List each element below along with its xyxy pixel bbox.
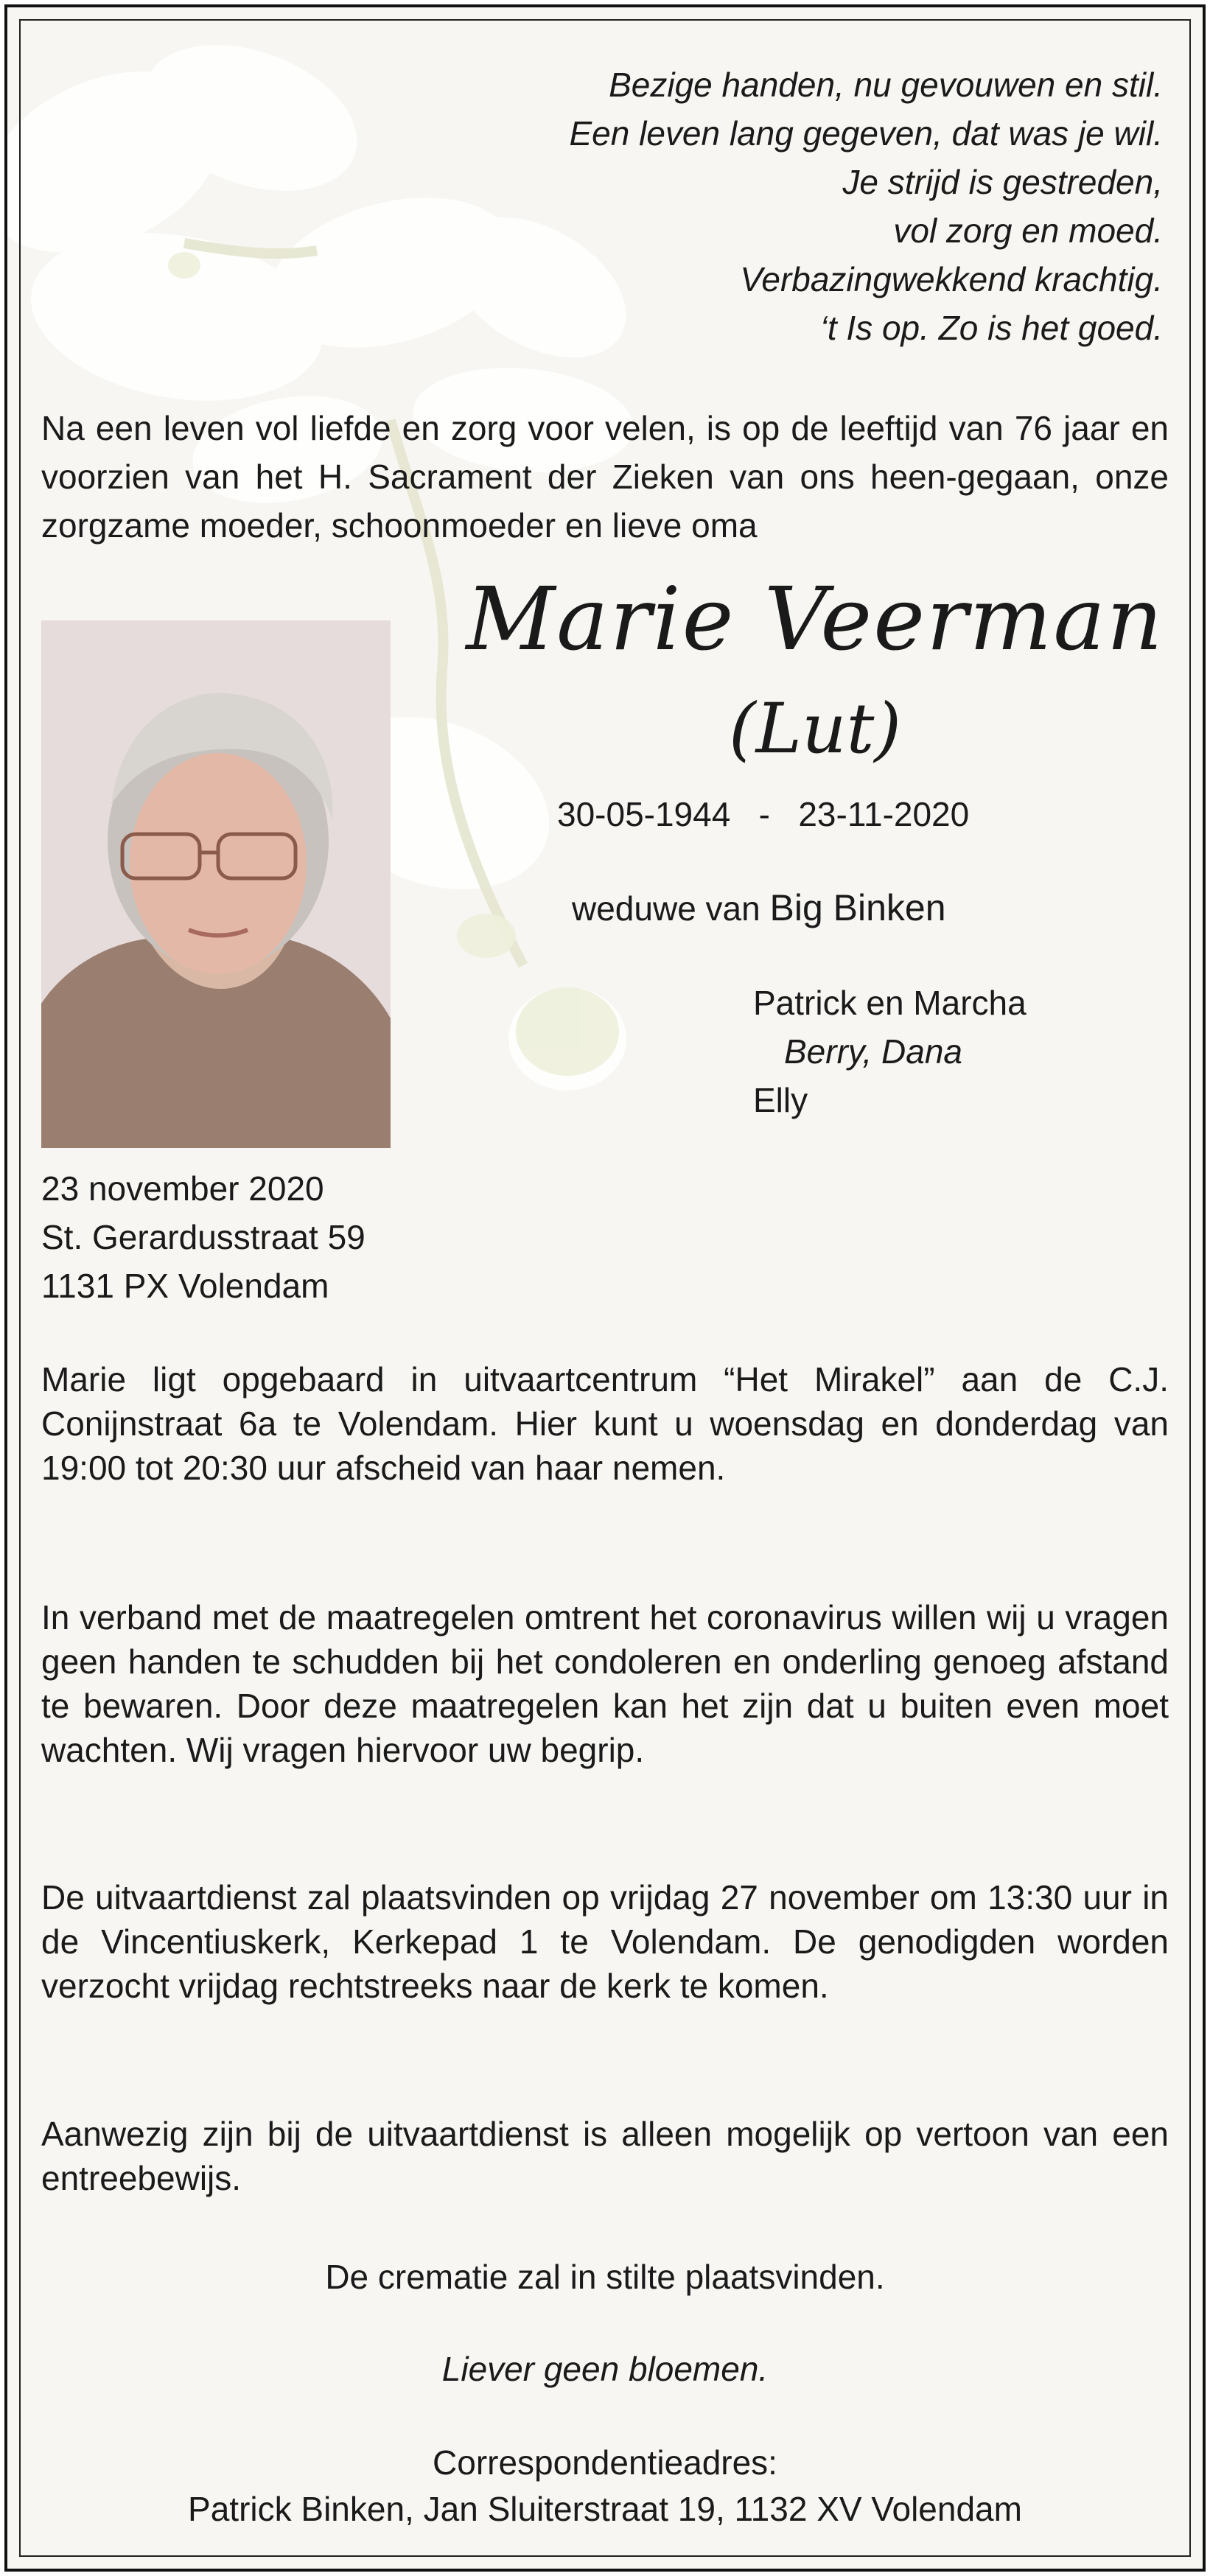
family-member: Elly — [753, 1081, 808, 1119]
date-separator: - — [758, 795, 770, 833]
poem-line: ‘t Is op. Zo is het goed. — [819, 309, 1163, 347]
correspondence-address: Patrick Binken, Jan Sluiterstraat 19, 1132 XV Volendam — [188, 2490, 1022, 2528]
spouse-name: Big Binken — [769, 887, 946, 928]
address-city: 1131 PX Volendam — [41, 1267, 329, 1305]
poem-line: vol zorg en moed. — [893, 211, 1163, 250]
home-address — [41, 1164, 366, 1310]
announcement-text: Na een leven vol liefde en zorg voor velen, is op de leeftijd van 76 jaar en voorzien van het H. Sacrament der Zieken van ons heen-gegaan, onze zorgzame moeder, schoonmoeder en lieve oma — [41, 409, 1169, 545]
poem-line: Verbazingwekkend krachtig. — [740, 260, 1163, 298]
widow-line — [572, 884, 946, 932]
family-member: Patrick en Marcha — [753, 984, 1027, 1022]
widow-prefix: weduwe van — [572, 889, 760, 928]
family-list — [753, 979, 1027, 1124]
deceased-nickname: (Lut) — [728, 689, 902, 769]
family-member: Berry, Dana — [784, 1032, 963, 1071]
poem-line: Een leven lang gegeven, dat was je wil. — [569, 114, 1163, 153]
viewing-paragraph: Marie ligt opgebaard in uitvaartcentrum “Het Mirakel” aan de C.J. Conijnstraat 6a te Volendam. Hier kunt u woensdag en donderdag van 19:00 tot 20:30 uur afscheid van haar nemen. — [41, 1360, 1169, 1487]
address-date: 23 november 2020 — [41, 1169, 324, 1208]
cremation-line: De crematie zal in stilte plaatsvinden. — [325, 2258, 885, 2296]
birth-date: 30-05-1944 — [557, 795, 731, 833]
death-date: 23-11-2020 — [798, 795, 970, 833]
corona-paragraph: In verband met de maatregelen omtrent het coronavirus willen wij u vragen geen handen te schudden bij het condoleren en onderling genoeg afstand te bewaren. Door deze maatregelen kan het zijn dat u buiten even moet wachten. Wij vragen hiervoor uw begrip. — [41, 1598, 1169, 1769]
portrait-photo — [41, 620, 391, 1148]
poem-line: Bezige handen, nu gevouwen en stil. — [609, 66, 1163, 104]
funeral-service-paragraph: De uitvaartdienst zal plaatsvinden op vrijdag 27 november om 13:30 uur in de Vincentiuskerk, Kerkepad 1 te Volendam. De genodigden worden verzocht vrijdag rechtstreeks naar de kerk te komen. — [41, 1878, 1169, 2005]
poem — [352, 60, 1163, 352]
poem-line: Je strijd is gestreden, — [842, 163, 1163, 201]
no-flowers-line: Liever geen bloemen. — [441, 2350, 769, 2388]
life-dates — [557, 791, 969, 838]
deceased-name: Marie Veerman — [466, 568, 1164, 670]
address-street: St. Gerardusstraat 59 — [41, 1218, 366, 1256]
entrance-ticket-paragraph: Aanwezig zijn bij de uitvaartdienst is alleen mogelijk op vertoon van een entreebewijs. — [41, 2115, 1169, 2197]
correspondence-label: Correspondentieadres: — [433, 2443, 777, 2482]
